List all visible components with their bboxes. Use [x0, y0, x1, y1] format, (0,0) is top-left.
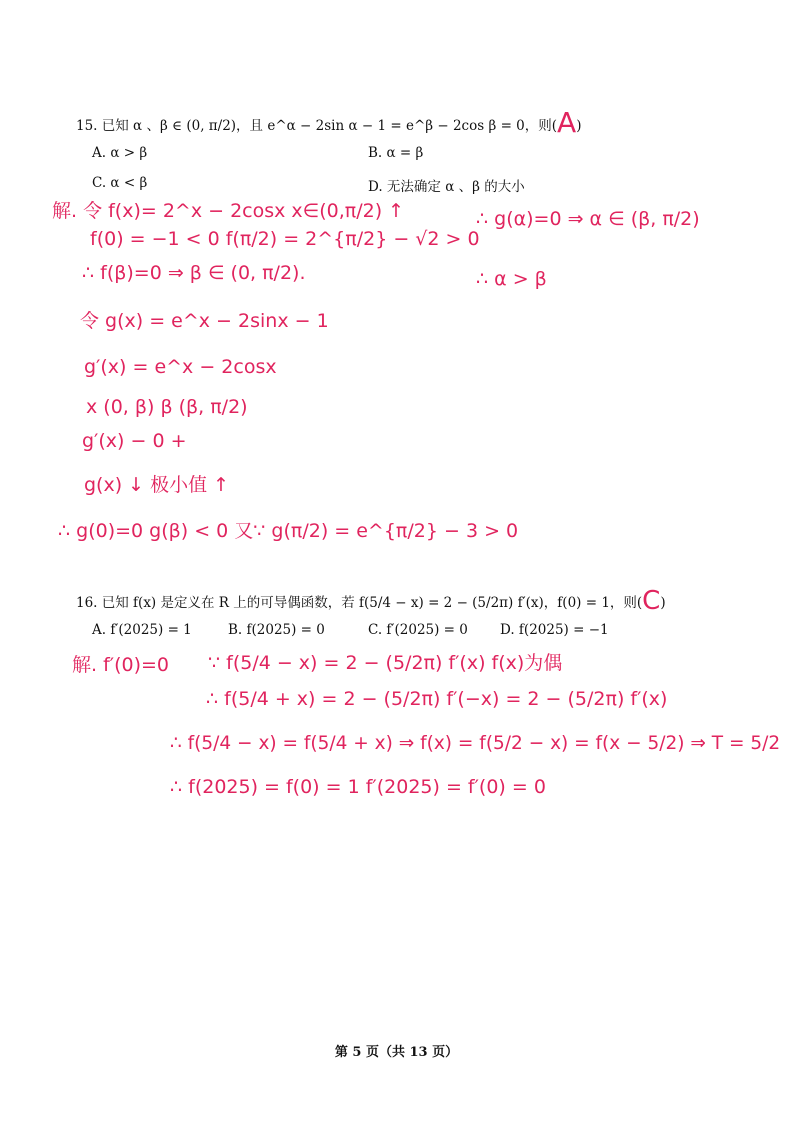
- q15-close: ): [576, 118, 582, 134]
- q15-option-c: C. α < β: [92, 175, 148, 191]
- q16-stem: [76, 584, 666, 614]
- q15-solution-line-7: g′(x) − 0 +: [82, 430, 187, 452]
- q16-solution-line-5: ∴ f(2025) = f(0) = 1 f′(2025) = f′(0) = 0: [170, 776, 546, 798]
- q15-solution-line-1: 解. 令 f(x)= 2^x − 2cosx x∈(0,π/2) ↑: [52, 200, 405, 222]
- q15-solution-line-6: x (0, β) β (β, π/2): [86, 396, 248, 418]
- q15-solution-right-1: ∴ g(α)=0 ⇒ α ∈ (β, π/2): [476, 208, 700, 230]
- q15-option-b: B. α = β: [368, 145, 424, 161]
- q15-option-a: A. α > β: [92, 145, 148, 161]
- q15-solution-line-3: ∴ f(β)=0 ⇒ β ∈ (0, π/2).: [82, 262, 306, 284]
- q15-solution-line-9: ∴ g(0)=0 g(β) < 0 又∵ g(π/2) = e^{π/2} − 3 > 0: [58, 520, 519, 542]
- q16-answer-mark: C: [642, 586, 661, 616]
- q15-solution-line-5: g′(x) = e^x − 2cosx: [84, 356, 277, 378]
- q16-solution-line-1: 解. f′(0)=0: [72, 654, 170, 676]
- q16-option-b: B. f(2025) = 0: [228, 622, 325, 638]
- q15-solution-right-2: ∴ α > β: [476, 268, 547, 290]
- q16-solution-line-3: ∴ f(5/4 + x) = 2 − (5/2π) f′(−x) = 2 − (5/2π) f′(x): [206, 688, 668, 710]
- q15-solution-line-4: 令 g(x) = e^x − 2sinx − 1: [80, 310, 329, 332]
- q15-stem-text: 15. 已知 α 、β ∈ (0, π/2)，且 e^α − 2sin α − 1 = e^β − 2cos β = 0，则(: [76, 118, 558, 134]
- q15-solution-line-2: f(0) = −1 < 0 f(π/2) = 2^{π/2} − √2 > 0: [90, 228, 480, 250]
- q15-stem: [76, 104, 581, 137]
- q15-option-d: D. 无法确定 α 、β 的大小: [368, 179, 525, 195]
- q15-solution-line-8: g(x) ↓ 极小值 ↑: [84, 474, 230, 496]
- q15-answer-mark: A: [557, 106, 577, 139]
- page-footer: 第 5 页（共 13 页）: [334, 1045, 459, 1060]
- q16-option-c: C. f′(2025) = 0: [368, 622, 468, 638]
- q16-solution-line-2: ∵ f(5/4 − x) = 2 − (5/2π) f′(x) f(x)为偶: [208, 652, 563, 674]
- q16-option-a: A. f′(2025) = 1: [92, 622, 192, 638]
- q16-close: ): [660, 595, 666, 611]
- q16-stem-text: 16. 已知 f(x) 是定义在 R 上的可导偶函数，若 f(5/4 − x) = 2 − (5/2π) f′(x)，f(0) = 1，则(: [76, 595, 643, 611]
- q16-solution-line-4: ∴ f(5/4 − x) = f(5/4 + x) ⇒ f(x) = f(5/2 − x) = f(x − 5/2) ⇒ T = 5/2: [170, 732, 781, 754]
- q16-option-d: D. f(2025) = −1: [500, 622, 609, 638]
